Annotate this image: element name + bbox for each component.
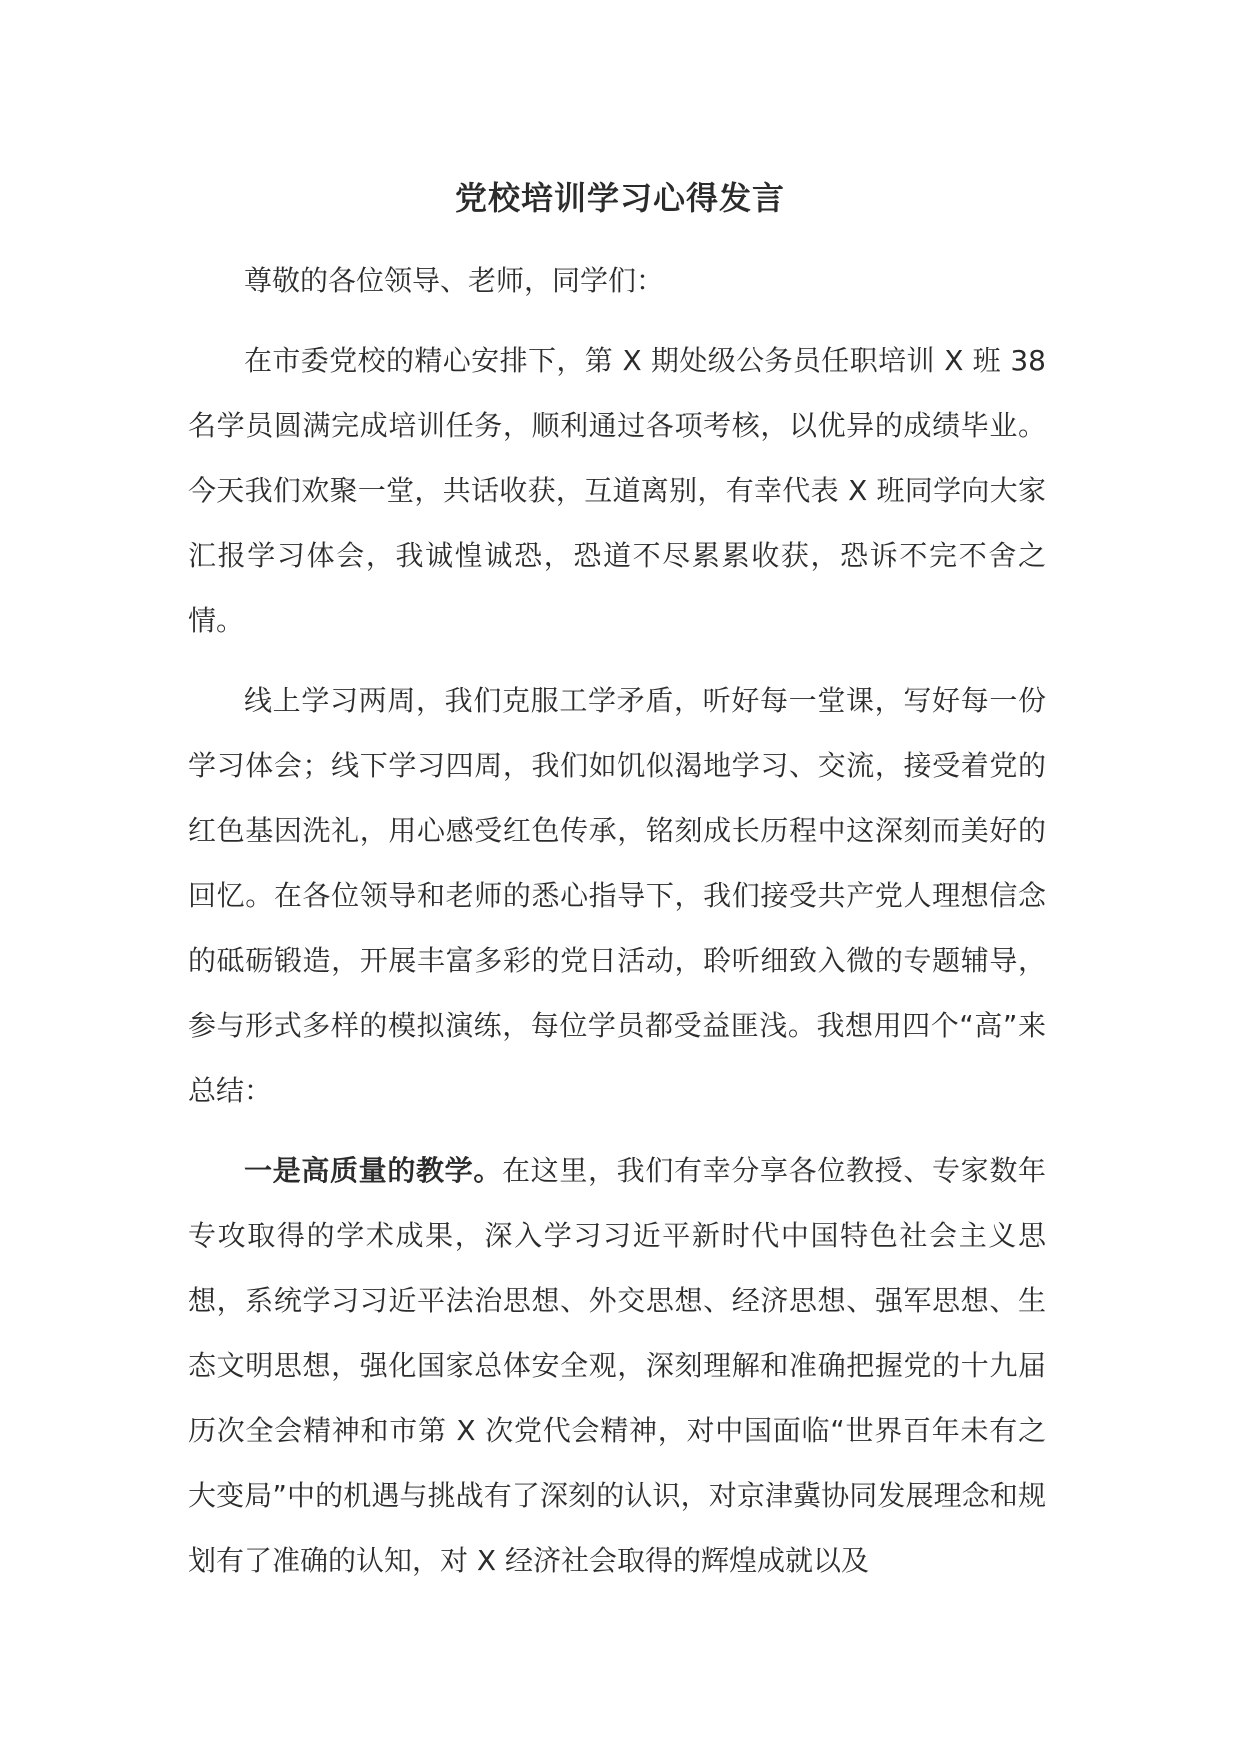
paragraph-study [188,668,1046,1123]
paragraph-text: 在市委党校的精心安排下，第 X 期处级公务员任职培训 X 班 38 名学员圆满完成培训任务，顺利通过各项考核，以优异的成绩毕业。今天我们欢聚一堂，共话收获，互道离别，有幸代表 X 班同学向大家汇报学习体会，我诚惶诚恐，恐道不尽累累收获，恐诉不完不舍之情。 [188,344,1046,637]
paragraph-lead-heading: 一是高质量的教学。 [244,1154,502,1187]
paragraph-intro [188,328,1046,653]
salutation-paragraph: 尊敬的各位领导、老师，同学们： [244,264,665,297]
document-body [188,248,1046,1608]
paragraph-text: 在这里，我们有幸分享各位教授、专家数年专攻取得的学术成果，深入学习习近平新时代中国特色社会主义思想，系统学习习近平法治思想、外交思想、经济思想、强军思想、生态文明思想，强化国家总体安全观，深刻理解和准确把握党的十九届历次全会精神和市第 X 次党代会精神，对中国面临“世界百年未有之大变局”中的机遇与挑战有了深刻的认识，对京津冀协同发展理念和规划有了准确的认知，对 X 经济社会取得的辉煌成就以及 [188,1154,1046,1577]
paragraph-text: 线上学习两周，我们克服工学矛盾，听好每一堂课，写好每一份学习体会；线下学习四周，我们如饥似渴地学习、交流，接受着党的红色基因洗礼，用心感受红色传承，铭刻成长历程中这深刻而美好的回忆。在各位领导和老师的悉心指导下，我们接受共产党人理想信念的砥砺锻造，开展丰富多彩的党日活动，聆听细致入微的专题辅导，参与形式多样的模拟演练，每位学员都受益匪浅。我想用四个“高”来总结： [188,684,1046,1107]
paragraph-teaching [188,1138,1046,1593]
document-title: 党校培训学习心得发言 [454,179,785,217]
